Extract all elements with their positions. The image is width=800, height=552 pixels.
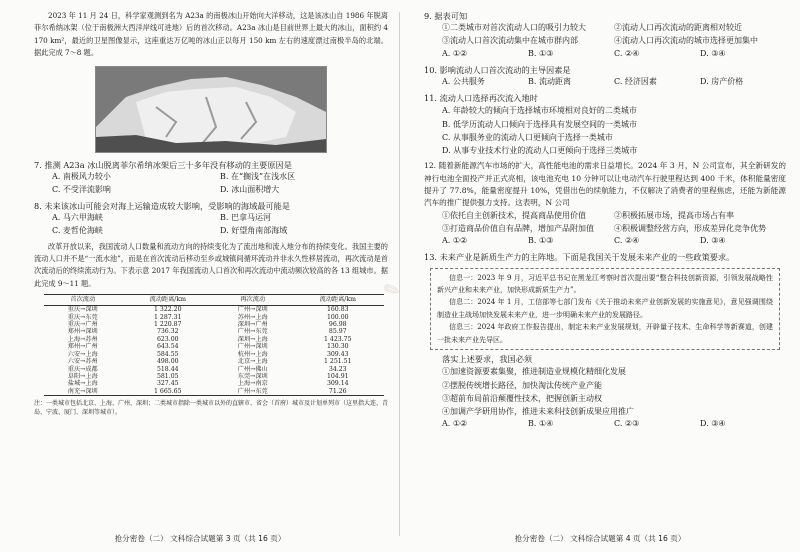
table-cell: 重庆→广州 <box>67 321 98 329</box>
q9-choice-d[interactable]: D. ③④ <box>700 49 726 58</box>
table-cell: 327.45 <box>156 380 179 388</box>
q9-statements <box>424 22 786 48</box>
q8-options <box>34 212 388 238</box>
question-10: 10. 影响流动人口首次流动的主导因素是 <box>424 64 571 75</box>
q12-choice-d[interactable]: D. ③④ <box>700 236 726 246</box>
table-cell: 六安→苏州 <box>67 358 98 366</box>
table-cell: 盐城→上海 <box>67 380 98 388</box>
table-cell: 重庆→东莞 <box>67 313 98 321</box>
table-row <box>44 358 384 365</box>
table-cell: 广州→东莞 <box>214 388 292 396</box>
table-cell: 498.00 <box>156 358 179 366</box>
info-3: 信息三：2024 年政府工作报告提出，制定未来产业发展规划，开辟量子技术、生命科学等新赛道，创建一批未来产业先导区。 <box>437 323 773 344</box>
question-13: 13. 未来产业是新质生产力的主阵地。下面是我国关于发展未来产业的一些政策要求。 <box>424 252 735 263</box>
q13-choice-a[interactable]: A. ①② <box>442 419 468 429</box>
migration-table <box>44 294 384 396</box>
q13-statement: ④加调产学研用协作，推进未来科技创新成果应用推广 <box>442 407 634 417</box>
q10-choice-a[interactable]: A. 公共服务 <box>442 77 485 87</box>
table-row <box>44 366 384 373</box>
question-11: 11. 流动人口选择再次流入地时 <box>424 93 538 103</box>
table-cell: 重庆→成都 <box>67 365 98 373</box>
q13-choice-b[interactable]: B. ①④ <box>528 419 554 429</box>
table-cell: 广州→佛山 <box>237 365 268 373</box>
q13-choice-d[interactable]: D. ③④ <box>700 419 726 429</box>
q12-statement: ②积极拓展市场，提高市场占有率 <box>614 210 734 220</box>
q7-option-b[interactable]: B. 在“搁浅”在浅水区 <box>220 172 296 182</box>
table-cell: 518.44 <box>156 365 179 373</box>
table-cell: 71.26 <box>292 388 384 396</box>
table-row <box>44 388 384 396</box>
question-9: 9. 据表可知 <box>424 11 468 21</box>
table-row <box>44 380 384 387</box>
table-cell: 东莞→深圳 <box>237 372 268 380</box>
question-8: 8. 未来该冰山可能会对海上运输造成较大影响，受影响的海域最可能是 <box>34 200 291 211</box>
q12-statement: ③打造商品价值自有品牌，增加产品附加值 <box>442 223 594 233</box>
q8-option-d[interactable]: D. 好望角南部海域 <box>220 225 288 235</box>
q12-choice-b[interactable]: B. ①③ <box>528 236 554 246</box>
table-cell: 623.00 <box>156 335 179 343</box>
table-row <box>44 306 384 314</box>
q9-choice-a[interactable]: A. ①② <box>442 49 468 58</box>
table-cell: 1 423.75 <box>323 335 352 343</box>
q13-statement: ③超前布局前沿颠覆性技术，把握创新主动权 <box>442 393 602 403</box>
table-cell: 100.00 <box>326 313 349 321</box>
table-row <box>44 314 384 321</box>
table-cell: 六安→上海 <box>67 350 98 358</box>
table-cell: 130.30 <box>326 343 349 351</box>
table-cell: 1 220.87 <box>153 321 182 329</box>
q9-statement: ④流动人口再次流动的城市选择更加集中 <box>614 36 758 46</box>
table-cell: 104.91 <box>326 372 349 380</box>
right-page <box>400 0 800 552</box>
table-cell: 苏州→上海 <box>237 313 268 321</box>
q10-choice-d[interactable]: D. 房产价格 <box>700 77 744 87</box>
right-footer: 抢分密卷（二） 文科综合试题第 4 页（共 16 页） <box>514 534 686 543</box>
q7-options <box>34 171 388 197</box>
table-header: 流动距离/km <box>122 295 214 306</box>
q10-choices <box>424 76 786 89</box>
q9-statement: ②流动人口再次流动的距离相对较近 <box>614 23 742 33</box>
table-cell: 上海→南京 <box>237 380 268 388</box>
table-cell: 重庆→深圳 <box>67 306 98 314</box>
table-cell: 上海→苏州 <box>67 335 98 343</box>
info-1: 信息一：2023 年 9 月，习近平总书记在黑龙江考察时首次提出要“整合科技创新资源，引领发展战略性新兴产业和未来产业，加快形成新质生产力”。 <box>437 273 773 295</box>
q8-option-c[interactable]: C. 麦哲伦海峡 <box>52 225 103 235</box>
q13-statement: ②摆脱传统增长路径，加快淘汰传统产业产能 <box>442 380 602 390</box>
table-cell: 85.97 <box>328 328 347 336</box>
table-cell: 96.98 <box>328 321 347 329</box>
q12-choice-a[interactable]: A. ①② <box>442 236 468 246</box>
q7-option-c[interactable]: C. 不受洋流影响 <box>52 184 111 194</box>
table-cell: 1 251.51 <box>323 358 352 366</box>
table-cell: 广州→东莞 <box>237 328 268 336</box>
q13-choices <box>424 418 786 431</box>
table-header: 流动距离/km <box>292 295 384 306</box>
table-header: 首次流动 <box>44 295 122 306</box>
q13-lead: 落实上述要求，我国必须 <box>442 354 533 365</box>
table-cell: 郑州→广州 <box>67 343 98 351</box>
intro-passage: 2023 年 11 月 24 日，科学家观测到名为 A23a 的南极冰山开始向大洋移动，这是该冰山自 1986 年脱离菲尔希纳冰架（位于南极洲大西洋岸线可进地）后的首次移动。A23a 冰山是目前世界上最大的冰山，面积约 4 170 km²，最近的卫星图像显示，这座重达万亿吨的冰山正以每月 150 km 左右的速度漂过南极半岛的北端。据此完成 7～8 题。 <box>34 11 388 58</box>
q8-option-b[interactable]: B. 巴拿马运河 <box>220 213 271 223</box>
q9-statement: ①二类城市对首次流动人口的吸引力较大 <box>442 23 586 33</box>
q11-choice-a[interactable]: A. 年龄较大的倾向于选择城市环境相对良好的二类城市 <box>442 106 637 116</box>
q9-choice-b[interactable]: B. ①③ <box>528 49 554 58</box>
q12-statements <box>424 210 786 236</box>
table-cell: 1 287.31 <box>153 313 182 321</box>
q7-option-d[interactable]: D. 冰山面积增大 <box>220 184 280 194</box>
table-cell: 广州→深圳 <box>237 343 268 351</box>
table-cell: 南充→深圳 <box>44 388 122 396</box>
table-cell: 深圳→广州 <box>237 321 268 329</box>
table-cell: 309.14 <box>326 380 349 388</box>
table-cell: 阜阳→上海 <box>67 372 98 380</box>
q11-choice-b[interactable]: B. 低学历流动人口倾向于选择具有发展空间的一类城市 <box>442 119 637 129</box>
table-cell: 广州→深圳 <box>237 306 268 314</box>
info-2: 信息二：2024 年 1 月，工信部等七部门发布《关于推动未来产业创新发展的实施意见》，意见强调围绕制造业主战场加快发展未来产业，进一步明确未来产业的发展路径。 <box>437 298 773 319</box>
table-cell: 1 322.20 <box>153 306 182 314</box>
q12-choice-c[interactable]: C. ②④ <box>614 236 640 246</box>
q9-choices <box>424 48 786 61</box>
table-cell: 643.54 <box>156 343 179 351</box>
table-cell: 309.43 <box>326 350 349 358</box>
table-header: 再次流动 <box>214 295 292 306</box>
left-footer: 抢分密卷（二） 文科综合试题第 3 页（共 16 页） <box>114 534 286 543</box>
q12-statement: ④积极调整经营方向，形成差异化竞争优势 <box>614 223 766 233</box>
table-cell: 杭州→上海 <box>237 350 268 358</box>
table-row <box>44 343 384 350</box>
info-box <box>430 268 780 350</box>
question-7: 7. 推测 A23a 冰山脱离菲尔希纳冰架后三十多年没有移动的主要原因是 <box>34 159 292 170</box>
migration-passage: 改革开放以来，我国流动人口数量和流动方向的持续变化为了流出地和流入地分布的持续变化。我国主要的流动人口并不是“一流水池”，而是在首次流动后移动至乡或城镇间循环流动并非永久性移居流动，再次流动是首次流动后的终续流动行为。下表示意 2017 年我国流动人口首次和再次流动中流动频次较高的各 13 组城市。据此完成 9～11 题。 <box>34 241 388 288</box>
question-12: 12. 随着新能源汽车市场的扩大，高性能电池的需求日益增长。2024 年 3 月，N 公司宣布，其全新研发的神行电池全面投产并正式亮相，该电池充电 10 分钟可以让电动汽车行驶里程达到 400 千米，体积能量密度提升了 77.8%，能量密度提升 10%，凭借出色的续航能力，不仅解决了消费者的里程焦虑，还能为新能源汽车的推广提供强力支持。这表明，N 公司 <box>424 161 786 208</box>
q12-choices <box>424 235 786 248</box>
table-cell: 584.55 <box>156 350 179 358</box>
q13-statement: ①加速资源要素集聚，推进制造业规模化精细化发展 <box>442 367 626 377</box>
watermark: ✎ <box>379 275 405 305</box>
iceberg-photo <box>95 66 327 153</box>
table-cell: 160.83 <box>326 306 349 314</box>
q13-choice-c[interactable]: C. ②③ <box>614 419 640 429</box>
q11-choice-d[interactable]: D. 从事专业技术行业的流动人口更倾向于选择三类城市 <box>442 146 638 156</box>
table-cell: 深圳→上海 <box>237 335 268 343</box>
q7-option-a[interactable]: A. 南极风力较小 <box>52 172 111 182</box>
q10-choice-b[interactable]: B. 流动距离 <box>528 77 571 87</box>
table-row <box>44 351 384 358</box>
q12-statement: ①依托自主创新技术，提高商品使用价值 <box>442 210 586 220</box>
table-cell: 郑州→深圳 <box>67 328 98 336</box>
table-cell: 736.32 <box>156 328 179 336</box>
q9-statement: ③流动人口首次流动集中在城市群内部 <box>442 36 578 46</box>
table-row <box>44 328 384 335</box>
q11-choice-c[interactable]: C. 从事服务业的流动人口更倾向于选择一类城市 <box>442 132 613 142</box>
iceberg-image <box>96 67 326 152</box>
table-cell: 北京→上海 <box>237 358 268 366</box>
q10-choice-c[interactable]: C. 经济因素 <box>614 77 657 87</box>
q9-choice-c[interactable]: C. ②④ <box>614 49 640 58</box>
table-note: 注：一类城市包括北京、上海、广州、深圳；二类城市指除一类城市以外的直辖市、省会（首府）城市及计划单列市（这里指大连、青岛、宁波、厦门、深圳等城市）。 <box>34 400 389 416</box>
table-cell: 34.23 <box>328 365 347 373</box>
table-cell: 1 665.65 <box>122 388 214 396</box>
q8-option-a[interactable]: A. 马六甲海峡 <box>52 213 103 223</box>
table-cell: 581.05 <box>156 372 179 380</box>
